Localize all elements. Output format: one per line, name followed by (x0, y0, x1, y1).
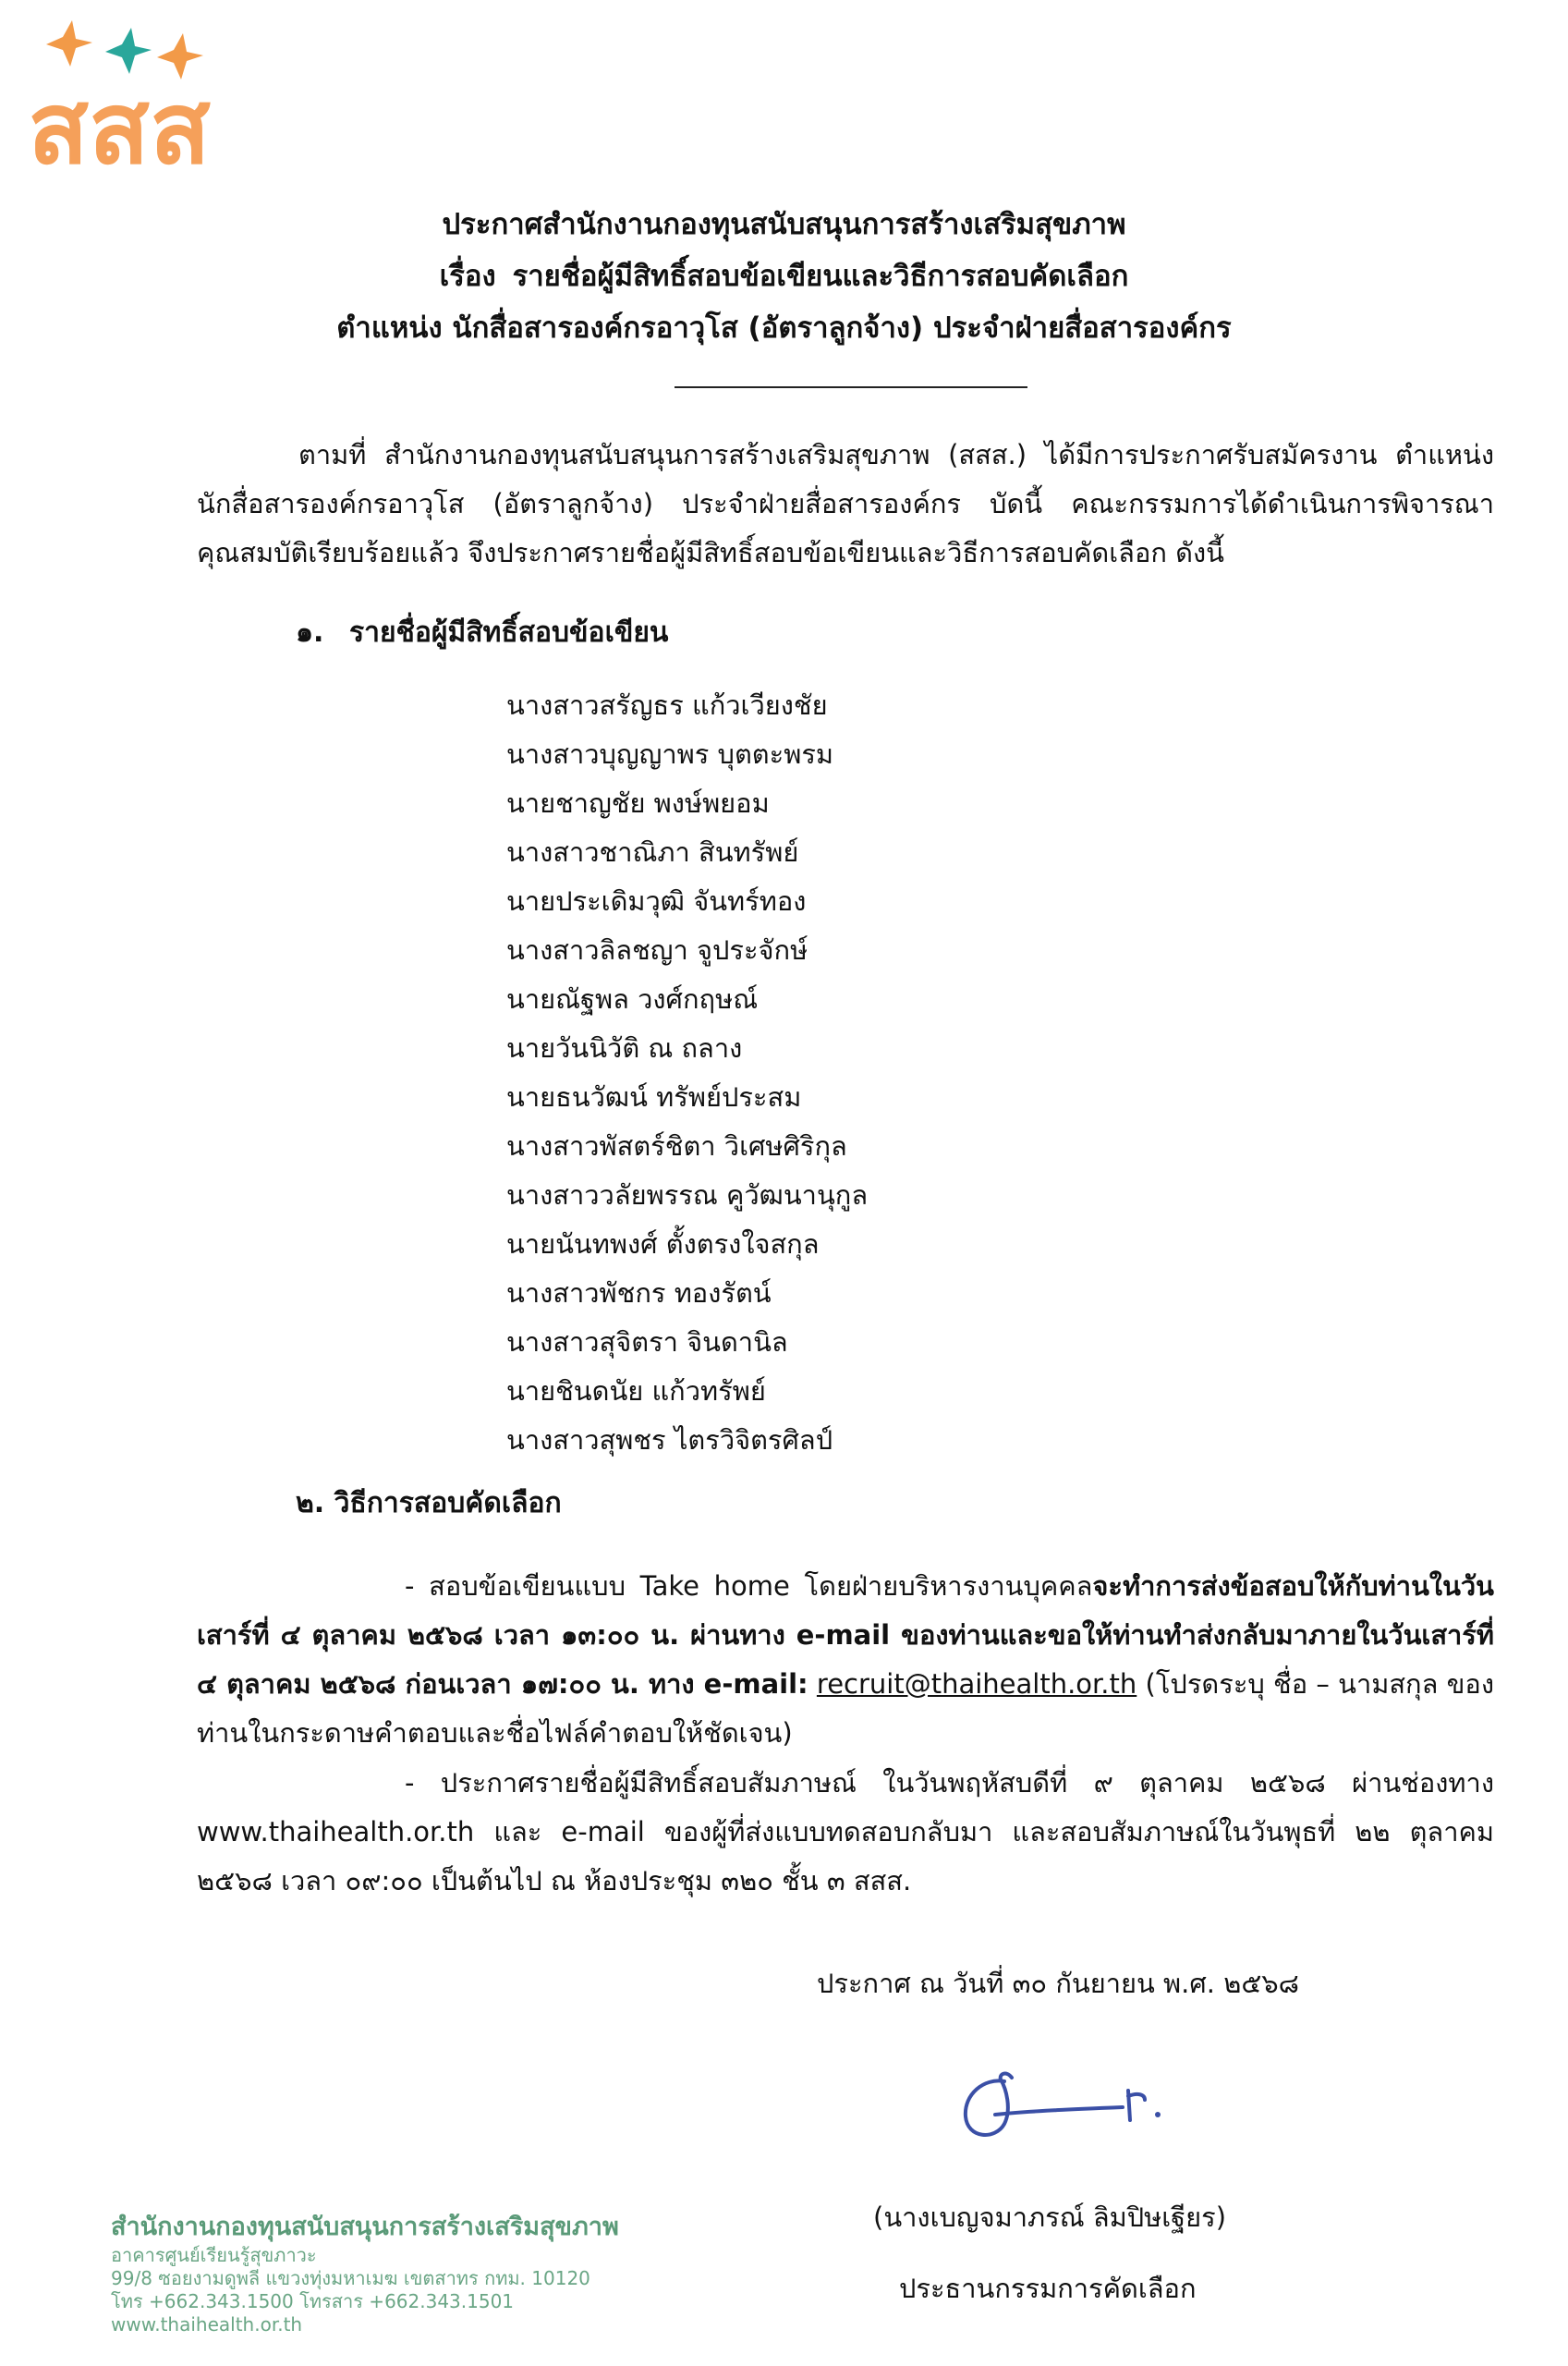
intro-paragraph (197, 431, 1494, 578)
header-position: ตำแหน่ง นักสื่อสารองค์กรอาวุโส (อัตราลูกจ้าง) ประจำฝ่ายสื่อสารองค์กร (336, 311, 1232, 345)
signer-name: (นางเบญจมาภรณ์ ลิมปิษเฐียร) (873, 2201, 1227, 2233)
announcement-header (0, 199, 1568, 354)
candidate-name: นางสาววลัยพรรณ คูวัฒนานุกูล (506, 1179, 869, 1211)
section1-number: ๑. (296, 616, 324, 649)
recruit-email-link[interactable]: recruit@thaihealth.or.th (816, 1668, 1137, 1700)
exam-method-bold: จะทำการส่งข้อสอบให้กับท่านในวันเสาร์ที่ ๔ ตุลาคม ๒๕๖๘ เวลา ๑๓:๐๐ น. ผ่านทาง e-mail ของท่านและขอให้ท่านทำส่งกลับมาภายในวันเสาร์ที่ ๔ ตุลาคม ๒๕๖๘ ก่อนเวลา ๑๗:๐๐ น. ทาง e-mail: (197, 1570, 1494, 1700)
candidate-name: นางสาวลิลชญา จูประจักษ์ (506, 934, 808, 966)
candidate-name: นางสาวสรัญธร แก้วเวียงชัย (506, 689, 828, 721)
signature-graphic (947, 2024, 1187, 2153)
announcement-date: ประกาศ ณ วันที่ ๓๐ กันยายน พ.ศ. ๒๕๖๘ (817, 1968, 1300, 1999)
candidate-name: นายประเดิมวุฒิ จันทร์ทอง (506, 885, 807, 917)
interview-paragraph (197, 1759, 1494, 1906)
logo-text: สสส (28, 71, 211, 169)
exam-method-paragraph (197, 1562, 1494, 1758)
signature (947, 2024, 1187, 2153)
interview-text: - ประกาศรายชื่อผู้มีสิทธิ์สอบสัมภาษณ์ ในวันพฤหัสบดีที่ ๙ ตุลาคม ๒๕๖๘ ผ่านช่องทาง www.thaihealth.or.th และ e-mail ของผู้ที่ส่งแบบทดสอบกลับมา และสอบสัมภาษณ์ในวันพุธที่ ๒๒ ตุลาคม ๒๕๖๘ เวลา ๐๙:๐๐ เป็นต้นไป ณ ห้องประชุม ๓๒๐ ชั้น ๓ สสส. (197, 1767, 1494, 1896)
candidate-name: นายวันนิวัติ ณ ถลาง (506, 1032, 743, 1064)
candidate-name: นายชินดนัย แก้วทรัพย์ (506, 1375, 766, 1407)
logo-graphic (28, 17, 249, 169)
footer-building: อาคารศูนย์เรียนรู้สุขภาวะ (111, 2244, 317, 2266)
candidate-name: นางสาวบุญญาพร บุตตะพรม (506, 738, 834, 770)
subject-text: รายชื่อผู้มีสิทธิ์สอบข้อเขียนและวิธีการสอบคัดเลือก (512, 260, 1129, 293)
section2-heading: ๒. วิธีการสอบคัดเลือก (296, 1487, 562, 1519)
candidate-name: นางสาวสุจิตรา จินดานิล (506, 1326, 788, 1358)
candidate-list (506, 681, 868, 1465)
header-title: ประกาศสำนักงานกองทุนสนับสนุนการสร้างเสริมสุขภาพ (442, 208, 1126, 241)
footer-phone: โทร +662.343.1500 โทรสาร +662.343.1501 (111, 2290, 515, 2312)
exam-method-prefix: - สอบข้อเขียนแบบ Take home โดยฝ่ายบริหารงานบุคคล (405, 1570, 1093, 1602)
intro-text: ตามที่ สำนักงานกองทุนสนับสนุนการสร้างเสริมสุขภาพ (สสส.) ได้มีการประกาศรับสมัครงาน ตำแหน่ง นักสื่อสารองค์กรอาวุโส (อัตราลูกจ้าง) ประจำฝ่ายสื่อสารองค์กร บัดนี้ คณะกรรมการได้ดำเนินการพิจารณาคุณสมบัติเรียบร้อยแล้ว จึงประกาศรายชื่อผู้มีสิทธิ์สอบข้อเขียนและวิธีการสอบคัดเลือก ดังนี้ (197, 439, 1494, 568)
candidate-name: นายชาญชัย พงษ์พยอม (506, 787, 770, 819)
title-divider (675, 386, 1027, 388)
footer-address (111, 2211, 619, 2336)
header-subject (0, 250, 1568, 302)
candidate-name: นายณัฐพล วงศ์กฤษณ์ (506, 983, 759, 1015)
footer-website[interactable]: www.thaihealth.or.th (111, 2313, 303, 2336)
candidate-name: นางสาวพัสตร์ชิตา วิเศษศิริกุล (506, 1130, 847, 1162)
thaihealth-logo (28, 17, 249, 169)
signer-title: ประธานกรรมการคัดเลือก (899, 2273, 1197, 2304)
section1-heading (296, 608, 668, 657)
footer-org: สำนักงานกองทุนสนับสนุนการสร้างเสริมสุขภาพ (111, 2213, 619, 2241)
candidate-name: นายธนวัฒน์ ทรัพย์ประสม (506, 1081, 802, 1113)
candidate-name: นางสาวสุพชร ไตรวิจิตรศิลป์ (506, 1424, 833, 1456)
exam-method-suffix: (โปรดระบุ ชื่อ – นามสกุล ของท่านในกระดาษคำตอบและชื่อไฟล์คำตอบให้ชัดเจน) (197, 1668, 1495, 1749)
candidate-name: นางสาวชาณิภา สินทรัพย์ (506, 836, 799, 868)
candidate-name: นายนันทพงศ์ ตั้งตรงใจสกุล (506, 1228, 820, 1260)
subject-label: เรื่อง (439, 260, 496, 293)
candidate-name: นางสาวพัชกร ทองรัตน์ (506, 1277, 772, 1309)
footer-address-line: 99/8 ซอยงามดูพลี แขวงทุ่งมหาเมฆ เขตสาทร กทม. 10120 (111, 2267, 590, 2289)
section1-title: รายชื่อผู้มีสิทธิ์สอบข้อเขียน (349, 616, 669, 649)
